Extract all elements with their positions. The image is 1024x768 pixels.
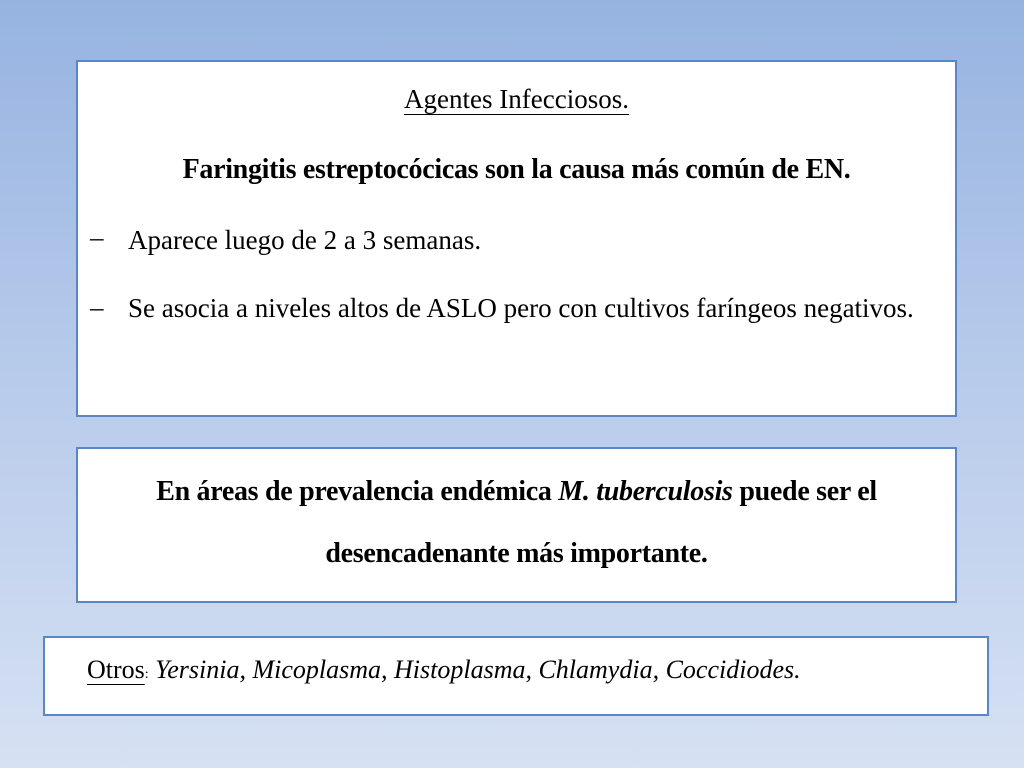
- panel-title: [78, 84, 955, 115]
- others-panel: [43, 636, 989, 716]
- panel-title-text: Agentes Infecciosos.: [404, 84, 629, 114]
- others-list: Yersinia, Micoplasma, Histoplasma, Chlamydia, Coccidiodes.: [148, 655, 801, 684]
- bullet-text: Aparece luego de 2 a 3 semanas.: [128, 225, 482, 255]
- others-label: Otros: [87, 655, 145, 684]
- tb-text-end: puede ser el desencadenante más importante.: [325, 476, 877, 569]
- tuberculosis-text: [78, 461, 955, 585]
- bullet-text: Se asocia a niveles altos de ASLO pero con cultivos faríngeos negativos.: [128, 293, 914, 323]
- others-text: [87, 655, 801, 685]
- tb-text-start: En áreas de prevalencia endémica: [156, 476, 559, 507]
- agents-panel: [76, 60, 957, 417]
- tb-organism-name: M. tuberculosis: [558, 476, 733, 507]
- panel-headline: Faringitis estreptocócicas son la causa más común de EN.: [182, 154, 851, 185]
- tuberculosis-panel: [76, 447, 957, 603]
- bullet-marker: –: [90, 222, 104, 252]
- others-separator: :: [144, 667, 149, 682]
- bullet-marker: –: [90, 292, 104, 322]
